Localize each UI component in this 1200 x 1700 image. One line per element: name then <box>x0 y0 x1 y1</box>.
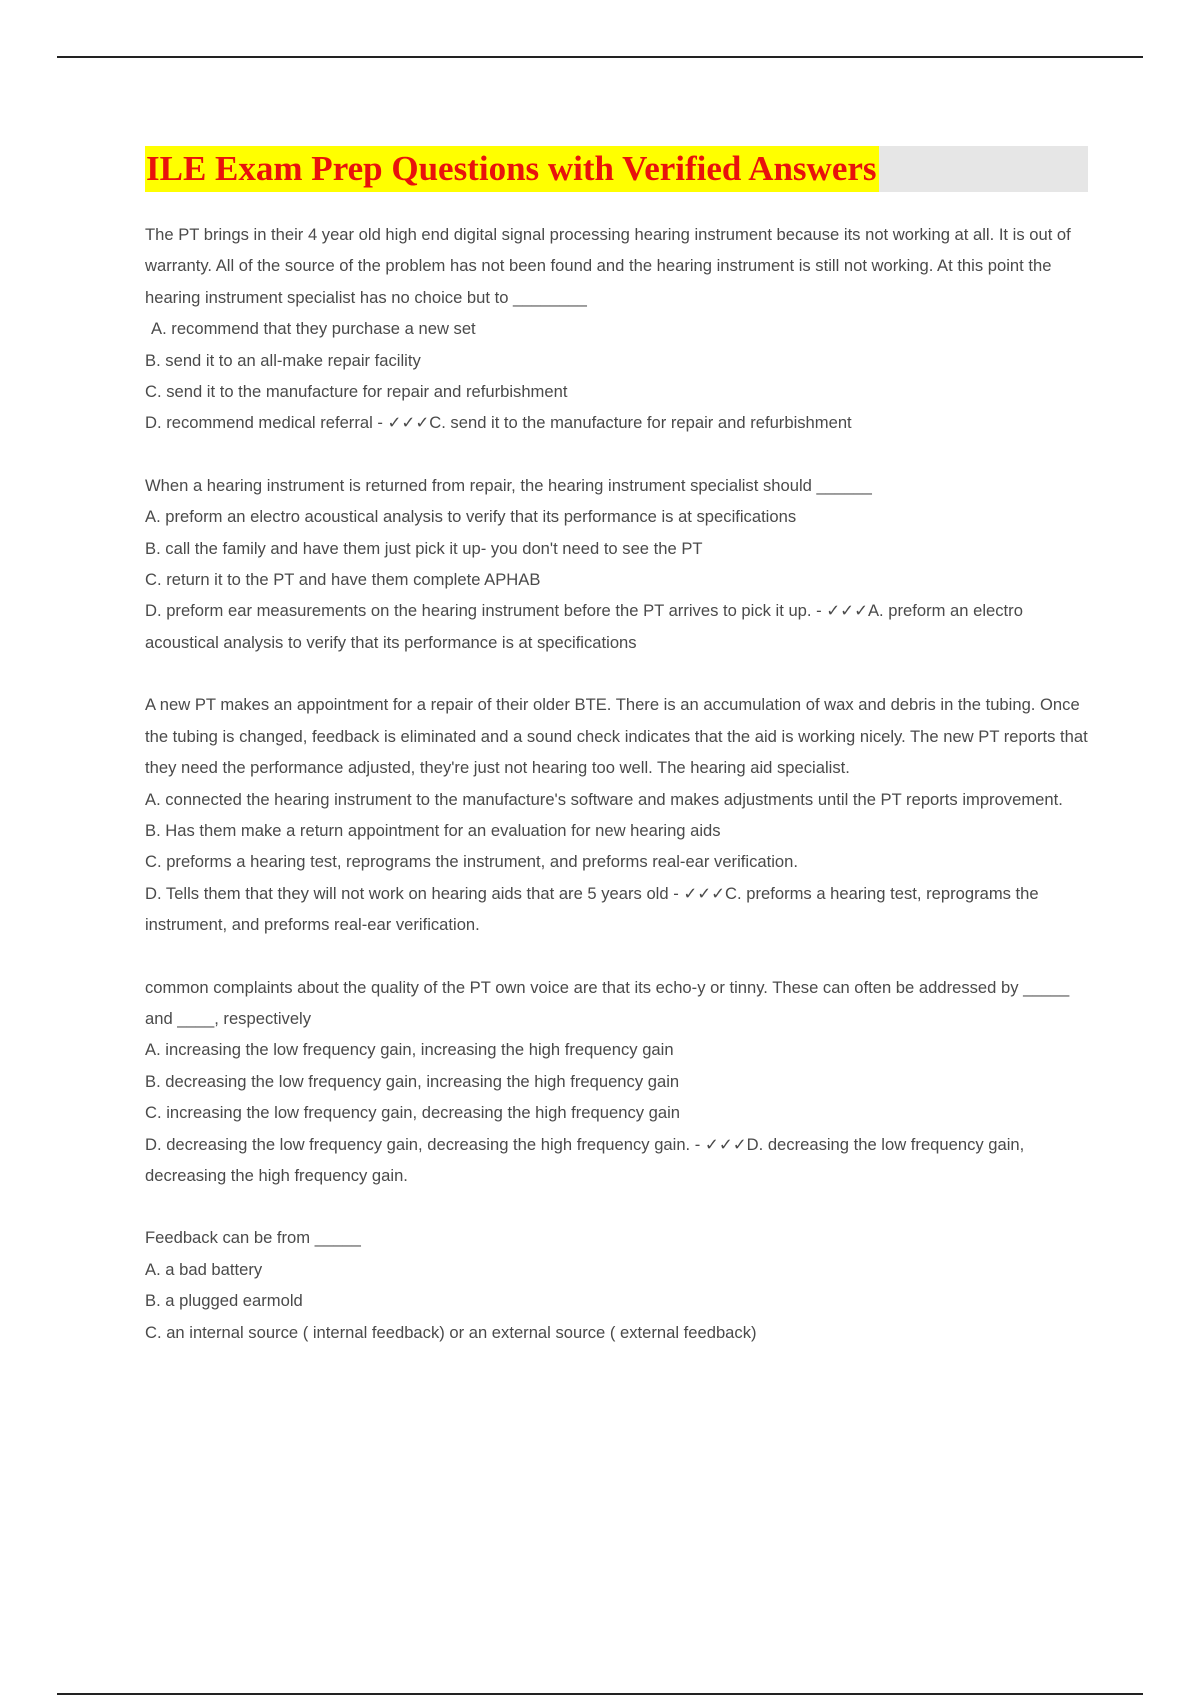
answer-option-with-verified-answer: D. Tells them that they will not work on hearing aids that are 5 years old - ✓✓✓C. preforms a hearing test, reprograms the instrument, and preforms real-ear verification. <box>145 883 1039 935</box>
answer-option: A. increasing the low frequency gain, increasing the high frequency gain <box>145 1040 674 1060</box>
answer-option: A. preform an electro acoustical analysis to verify that its performance is at specifications <box>145 507 797 527</box>
answer-option: B. call the family and have them just pick it up- you don't need to see the PT <box>145 538 703 558</box>
question-stem: When a hearing instrument is returned from repair, the hearing instrument specialist should ______ <box>145 475 872 495</box>
answer-option: A. a bad battery <box>145 1259 263 1279</box>
answer-option: C. an internal source ( internal feedback) or an external source ( external feedback) <box>145 1322 757 1342</box>
answer-option: C. increasing the low frequency gain, decreasing the high frequency gain <box>145 1103 681 1123</box>
answer-option: C. preforms a hearing test, reprograms the instrument, and preforms real-ear verification. <box>145 852 798 872</box>
answer-option: C. return it to the PT and have them complete APHAB <box>145 570 541 590</box>
answer-option: C. send it to the manufacture for repair and refurbishment <box>145 382 568 402</box>
question-stem: A new PT makes an appointment for a repair of their older BTE. There is an accumulation of wax and debris in the tubing. Once the tubing is changed, feedback is eliminated and a sound check indicates that the aid is working nicely. The new PT reports that they need the performance adjusted, they're just not hearing too well. The hearing aid specialist. <box>145 695 1088 778</box>
question-block-4 <box>145 972 1095 1192</box>
question-stem: Feedback can be from _____ <box>145 1228 361 1248</box>
question-block-2 <box>145 470 1095 658</box>
page-top-rule <box>57 56 1143 58</box>
question-stem: The PT brings in their 4 year old high end digital signal processing hearing instrument because its not working at all. It is out of warranty. All of the source of the problem has not been found and the hearing instrument is still not working. At this point the hearing instrument specialist has no choice but to ________ <box>145 225 1071 307</box>
document-title: ILE Exam Prep Questions with Verified Answers <box>145 146 879 192</box>
question-block-3 <box>145 689 1095 940</box>
answer-option: A. connected the hearing instrument to the manufacture's software and makes adjustments until the PT reports improvement. <box>145 789 1063 809</box>
question-block-1 <box>145 219 1095 439</box>
answer-option: A. recommend that they purchase a new set <box>151 319 476 339</box>
question-list <box>145 219 1095 1379</box>
question-stem: common complaints about the quality of the PT own voice are that its echo-y or tinny. These can often be addressed by _____ and ____, respectively <box>145 977 1070 1028</box>
answer-option-with-verified-answer: D. decreasing the low frequency gain, decreasing the high frequency gain. - ✓✓✓D. decreasing the low frequency gain, decreasing the high frequency gain. <box>145 1134 1025 1185</box>
question-block-5 <box>145 1222 1095 1348</box>
answer-option: B. Has them make a return appointment for an evaluation for new hearing aids <box>145 820 721 840</box>
answer-option: B. send it to an all-make repair facility <box>145 350 421 370</box>
answer-option-with-verified-answer: D. recommend medical referral - ✓✓✓C. send it to the manufacture for repair and refurbishment <box>145 413 852 433</box>
answer-option: B. a plugged earmold <box>145 1291 303 1311</box>
answer-option-with-verified-answer: D. preform ear measurements on the hearing instrument before the PT arrives to pick it up. - ✓✓✓A. preform an electro acoustical analysis to verify that its performance is at specifications <box>145 601 1023 652</box>
page-bottom-rule <box>57 1693 1143 1695</box>
answer-option: B. decreasing the low frequency gain, increasing the high frequency gain <box>145 1071 680 1091</box>
